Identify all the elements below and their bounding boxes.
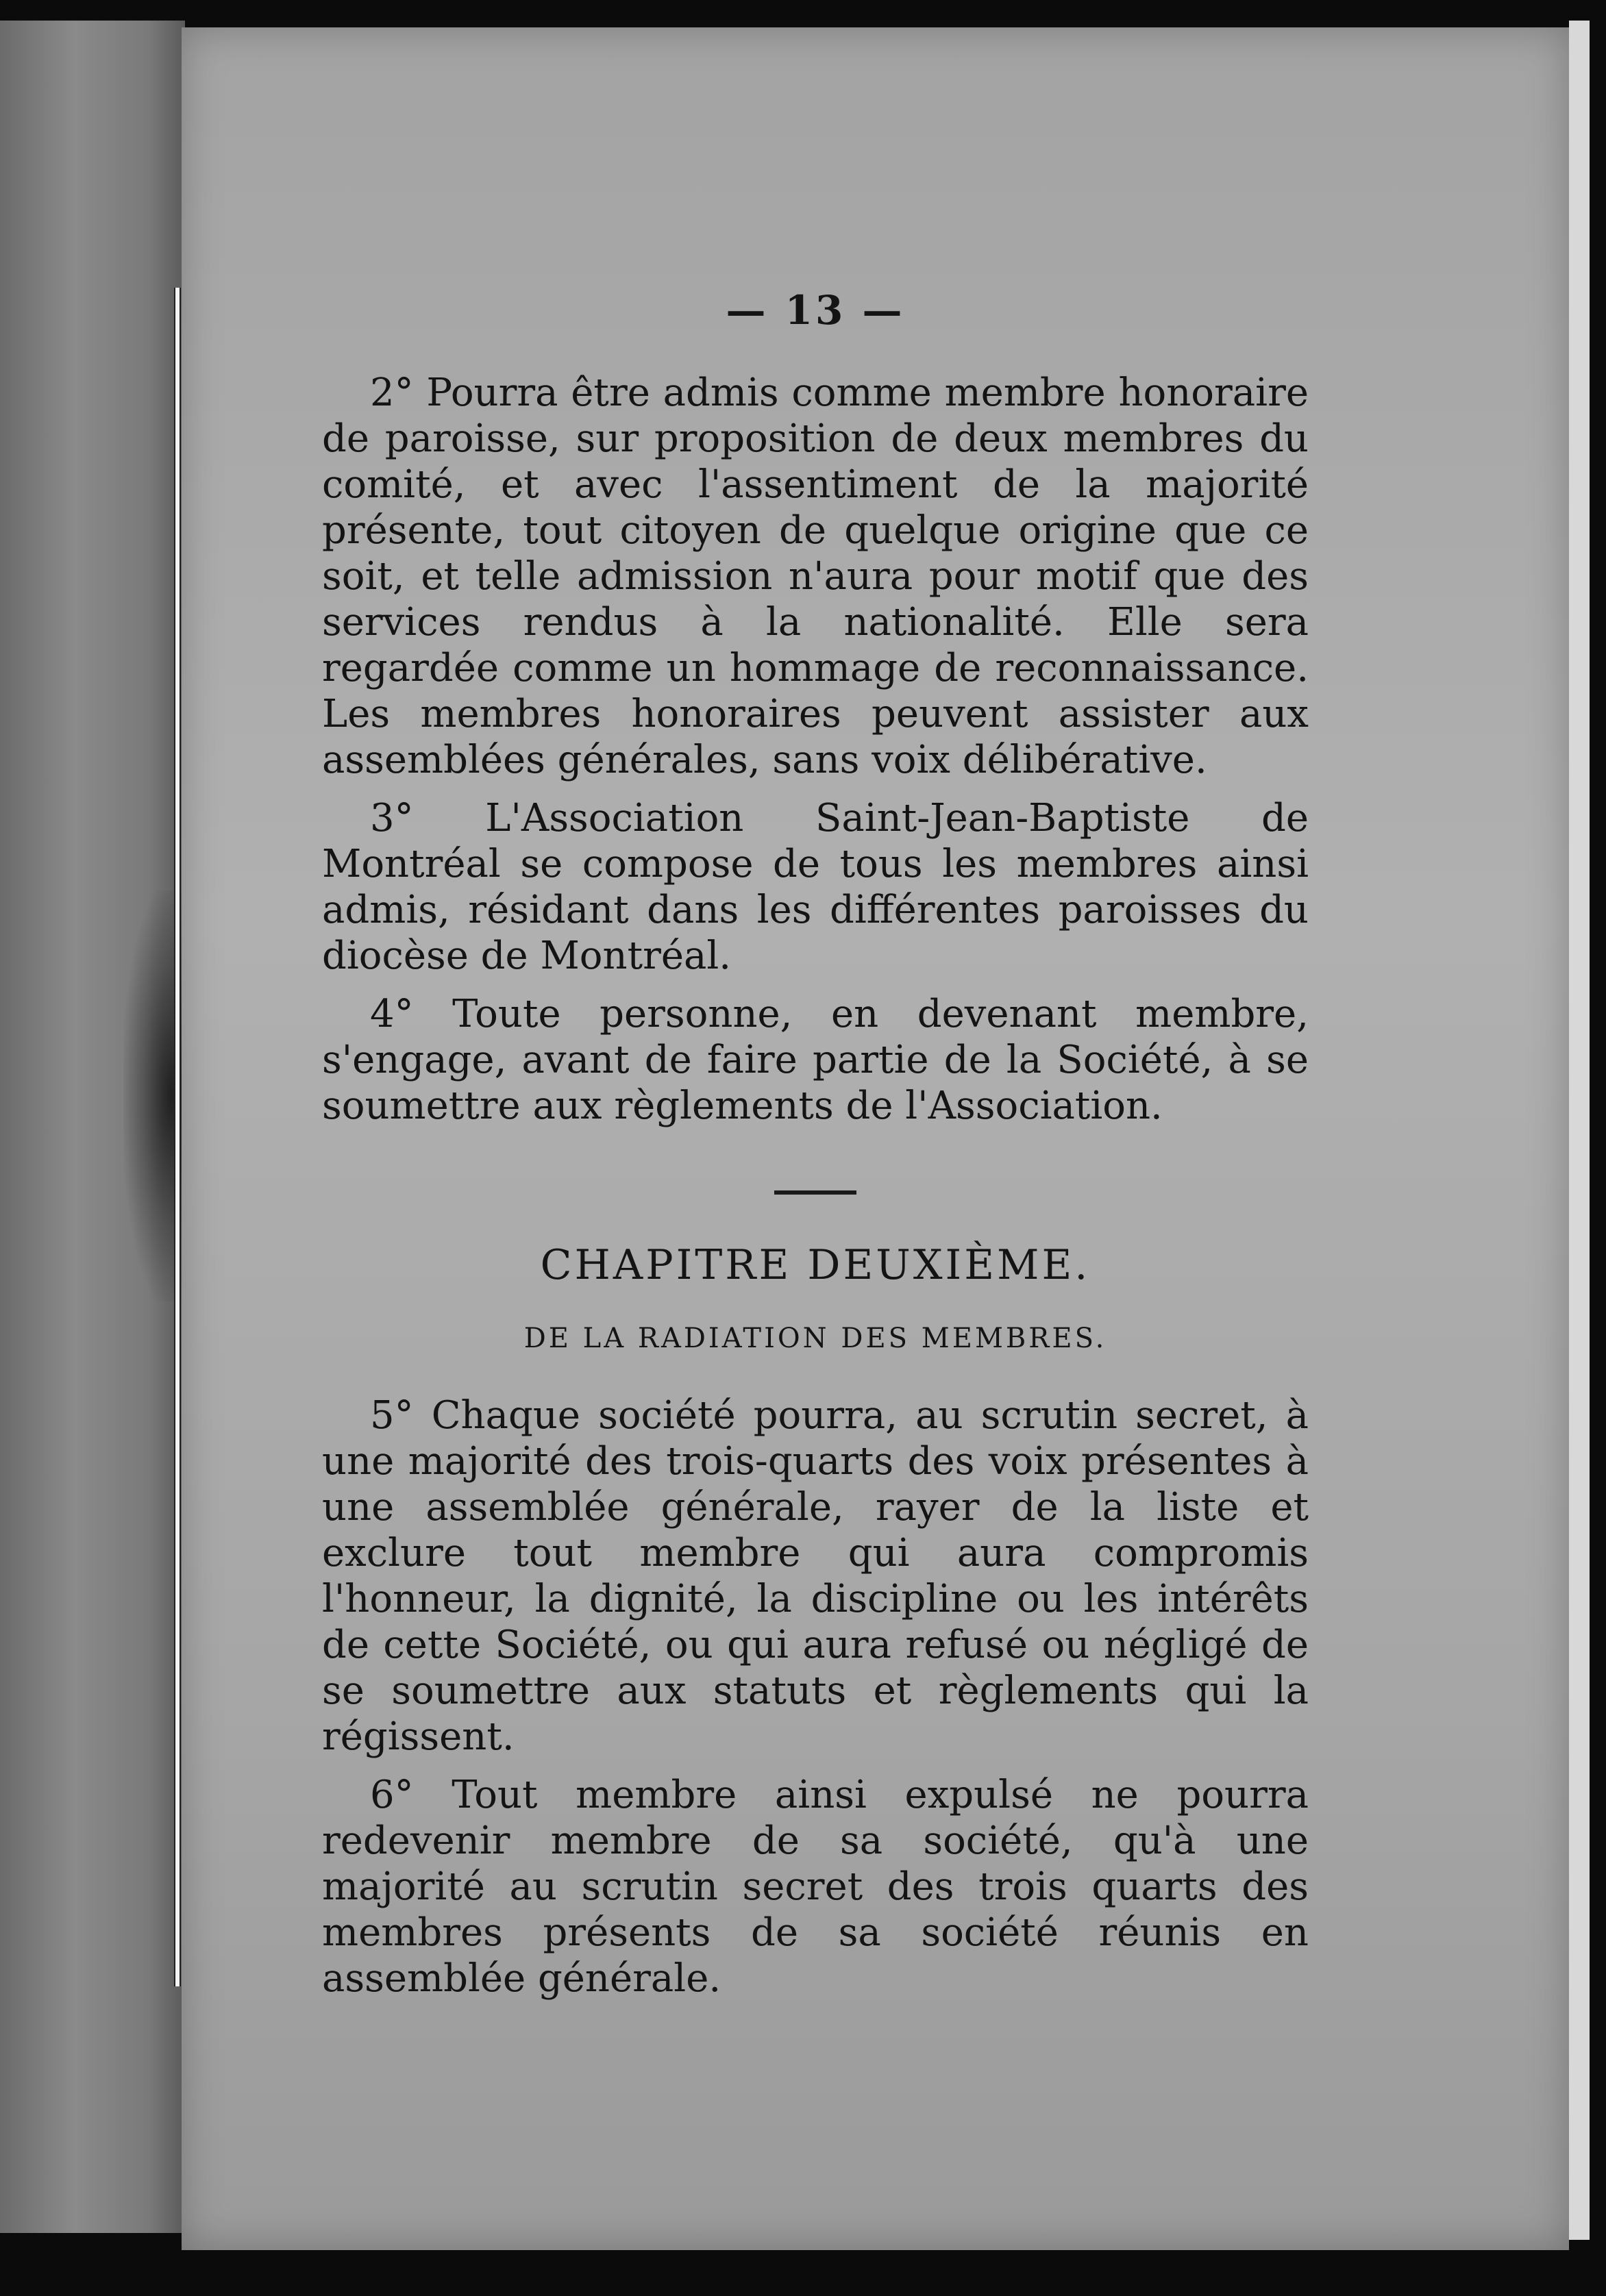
page-right-edge <box>1569 21 1590 2240</box>
section-divider-rule <box>774 1190 856 1195</box>
page-text-block <box>322 288 1309 2001</box>
chapter-subtitle: DE LA RADIATION DES MEMBRES. <box>523 1323 1107 1354</box>
article-5-paragraph: 5° Chaque société pourra, au scrutin secret, à une majorité des trois-quarts des voix présentes à une assemblée générale, rayer de la liste et exclure tout membre qui aura compromis l'honneur, la dignité, la discipline ou les intérêts de cette Société, ou qui aura refusé ou négligé de se soumettre aux statuts et règlements qui la régissent. <box>322 1393 1309 1759</box>
article-4-paragraph: 4° Toute personne, en devenant membre, s'engage, avant de faire partie de la Société, à se soumettre aux règlements de l'Association. <box>322 992 1309 1128</box>
article-2-paragraph: 2° Pourra être admis comme membre honoraire de paroisse, sur proposition de deux membres du comité, et avec l'assentiment de la majorité présente, tout citoyen de quelque origine que ce soit, et telle admission n'aura pour motif que des services rendus à la nationalité. Elle sera regardée comme un hommage de reconnaissance. Les membres honoraires peuvent assister aux assemblées générales, sans voix délibérative. <box>322 371 1309 782</box>
chapter-title: CHAPITRE DEUXIÈME. <box>540 1241 1091 1289</box>
article-3-paragraph: 3° L'Association Saint-Jean-Baptiste de Montréal se compose de tous les membres ainsi admis, résidant dans les différentes paroisses du diocèse de Montréal. <box>322 796 1309 978</box>
page-number: — 13 — <box>726 287 905 334</box>
article-6-paragraph: 6° Tout membre ainsi expulsé ne pourra redevenir membre de sa société, qu'à une majorité au scrutin secret des trois quarts des membres présents de sa société réunis en assemblée générale. <box>322 1773 1309 2001</box>
binding-thread <box>174 288 181 1986</box>
